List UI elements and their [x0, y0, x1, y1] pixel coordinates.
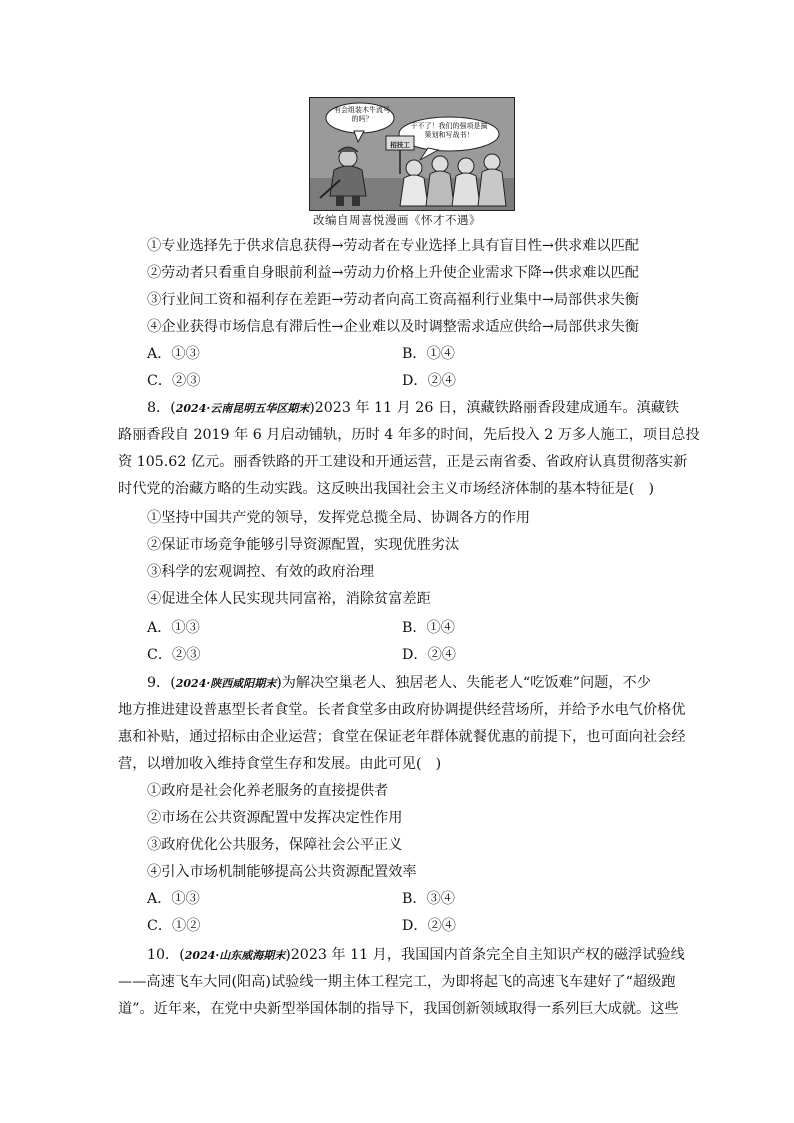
q8-item-3: ③科学的宏观调控、有效的政府治理	[147, 564, 375, 580]
cartoon-bubble-left: 有会组装木牛流马的吗？	[334, 106, 390, 123]
cartoon-bubble-right: 干不了！我们的强项是搞策划和写战书！	[410, 122, 488, 139]
q9-option-c: C．①②	[147, 918, 201, 934]
q7-option-a: A．①③	[147, 346, 200, 362]
q7-item-4: ④企业获得市场信息有滞后性→企业难以及时调整需求适应供给→局部供求失衡	[147, 319, 639, 335]
q10-stem-1: )2023 年 11 月，我国国内首条完全自主知识产权的磁浮试验线	[285, 947, 685, 963]
q8-number: 8．(	[147, 400, 176, 416]
q7-option-b: B．①④	[402, 346, 455, 362]
q8-option-b: B．①④	[402, 620, 455, 636]
q9-item-3: ③政府优化公共服务，保障社会公平正义	[147, 837, 403, 853]
q10-stem-line-2: ——高速飞车大同(阳高)试验线一期主体工程完工，为即将起飞的高速飞车建好了“超级跑	[118, 974, 676, 990]
q9-stem-line-3: 惠和补贴，通过招标由企业运营；食堂在保证老年群体就餐优惠的前提下，也可面向社会经	[118, 729, 686, 745]
q9-item-4: ④引入市场机制能够提高公共资源配置效率	[147, 864, 417, 880]
q9-option-d: D．②④	[402, 918, 456, 934]
q7-item-1: ①专业选择先于供求信息获得→劳动者在专业选择上具有盲目性→供求难以匹配	[147, 238, 639, 254]
q9-stem-line-2: 地方推进建设普惠型长者食堂。长者食堂多由政府协调提供经营场所，并给予水电气价格优	[118, 702, 686, 718]
cartoon-sign: 招技工	[390, 141, 410, 149]
q8-option-c: C．②③	[147, 647, 201, 663]
q10-source: 2024·山东威海期末	[184, 949, 286, 962]
q10-stem-line-3: 道”。近年来，在党中央新型举国体制的指导下，我国创新领域取得一系列巨大成就。这些	[118, 1001, 679, 1017]
q10-stem-line-1	[147, 946, 685, 965]
q9-item-1: ①政府是社会化养老服务的直接提供者	[147, 783, 389, 799]
q9-number: 9．(	[147, 675, 176, 691]
q9-option-a: A．①③	[147, 891, 200, 907]
q9-stem-1: )为解决空巢老人、独居老人、失能老人“吃饭难”问题，不少	[276, 675, 651, 691]
cartoon-image	[309, 97, 515, 211]
q8-item-2: ②保证市场竞争能够引导资源配置，实现优胜劣汰	[147, 537, 460, 553]
q8-stem-1: )2023 年 11 月 26 日，滇藏铁路丽香段建成通车。滇藏铁	[309, 400, 680, 416]
q7-option-d: D．②④	[402, 373, 456, 389]
q9-stem-line-1	[147, 674, 651, 693]
q8-stem-line-1	[147, 399, 679, 418]
q7-option-c: C．②③	[147, 373, 201, 389]
q7-item-3: ③行业间工资和福利存在差距→劳动者向高工资高福利行业集中→局部供求失衡	[147, 292, 639, 308]
q9-source: 2024·陕西咸阳期末	[175, 677, 277, 690]
q8-stem-line-2: 路丽香段自 2019 年 6 月启动铺轨，历时 4 年多的时间，先后投入 2 万多人施工，项目总投	[118, 427, 700, 443]
cartoon-caption: 改编自周喜悦漫画《怀才不遇》	[313, 213, 481, 227]
q9-item-2: ②市场在公共资源配置中发挥决定性作用	[147, 810, 403, 826]
q8-option-a: A．①③	[147, 620, 200, 636]
q8-stem-line-4: 时代党的治藏方略的生动实践。这反映出我国社会主义市场经济体制的基本特征是( )	[118, 481, 655, 497]
q8-option-d: D．②④	[402, 647, 456, 663]
q7-item-2: ②劳动者只看重自身眼前利益→劳动力价格上升使企业需求下降→供求难以匹配	[147, 265, 639, 281]
q8-stem-line-3: 资 105.62 亿元。丽香铁路的开工建设和开通运营，正是云南省委、省政府认真贯彻落实新	[118, 454, 688, 470]
q9-option-b: B．③④	[402, 891, 455, 907]
q9-stem-line-4: 营，以增加收入维持食堂生存和发展。由此可见( )	[118, 756, 442, 772]
q10-number: 10．(	[147, 947, 185, 963]
q8-item-4: ④促进全体人民实现共同富裕，消除贫富差距	[147, 591, 431, 607]
q8-item-1: ①坚持中国共产党的领导，发挥党总揽全局、协调各方的作用	[147, 510, 531, 526]
q8-source: 2024·云南昆明五华区期末	[175, 402, 310, 415]
